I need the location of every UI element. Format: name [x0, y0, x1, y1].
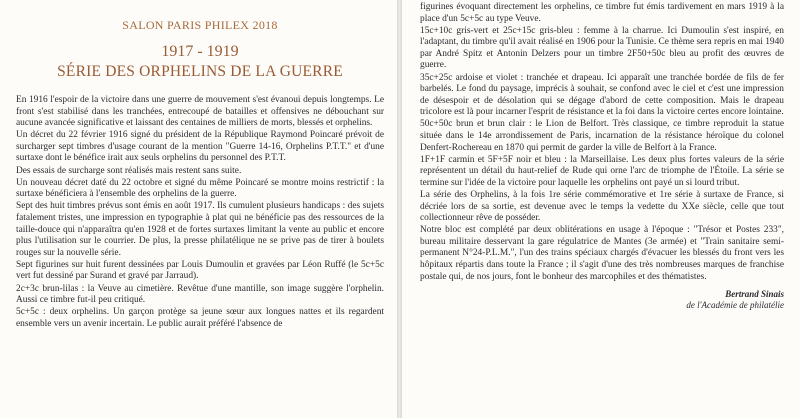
paragraph: La série des Orphelins, à la fois 1re série commémorative et 1re série à surtaxe de France, si décriée lors de sa sortie, est devenue avec le temps la vedette du XXe siècle, celle que tout collectionneur rêve de posséder.	[420, 190, 784, 224]
paragraph: Sept figurines sur huit furent dessinées par Louis Dumoulin et gravées par Léon Ruffé (le 5c+5c vert fut dessiné par Surand et gravé par Jarraud).	[16, 259, 384, 282]
paragraph: En 1916 l'espoir de la victoire dans une guerre de mouvement s'est évanoui depuis longtemps. Le front s'est stabilisé dans les tranchées, entrecoupé de batailles et offensives ne débouchant sur aucune avancée significative et laissant des centaines de milliers de morts, blessés et orphelins.	[16, 95, 384, 129]
right-page	[402, 0, 800, 418]
paragraph: Sept des huit timbres prévus sont émis en août 1917. Ils cumulent plusieurs handicaps : des sujets fatalement tristes, une impression en typographie à plat qui ne bénéficie pas des ressources de la taille-douce qui n'apparaîtra qu'en 1928 et de fortes surtaxes limitant la vente au public et encore plus l'utilisation sur le courrier. De plus, la presse philatélique ne se prive pas de tirer à boulets rouges sur la nouvelle série.	[16, 201, 384, 258]
signature-name: Bertrand Sinais	[725, 289, 784, 300]
years-heading: 1917 - 1919	[161, 43, 239, 60]
paragraph: Un nouveau décret daté du 22 octobre et signé du même Poincaré se montre moins restrictif : la surtaxe bénéficiera à l'ensemble des orphelins de la guerre.	[16, 177, 384, 200]
salon-title: SALON PARIS PHILEX 2018	[122, 18, 278, 32]
paragraph: 35c+25c ardoise et violet : tranchée et drapeau. Ici apparaît une tranchée bordée de fils de fer barbelés. Le fond du paysage, imprécis à souhait, se confond avec le ciel et c'est une impression de désespoir et de désolation qui se dégage d'abord de cette composition. Mais le drapeau tricolore est là pour incarner l'esprit de résistance et la foi dans la victoire certes encore lointaine.	[420, 72, 784, 118]
paragraph: 5c+5c : deux orphelins. Un garçon protège sa jeune sœur aux longues nattes et ils regardent ensemble vers un avenir incertain. Le public aurait préféré l'absence de	[16, 307, 384, 329]
signature	[420, 289, 784, 311]
paragraph: Des essais de surcharge sont réalisés mais restent sans suite.	[16, 165, 242, 176]
paragraph: Notre bloc est complété par deux oblitérations en usage à l'époque : "Trésor et Postes 233", bureau militaire desservant la gare régulatrice de Mantes (3e armée) et "Train sanitaire semi-permanent N°24-P.L.M.", l'un des trains spéciaux chargés d'évacuer les blessés du front vers les hôpitaux répartis dans toute la France ; il s'agit d'une des très nombreuses marques de franchise postale qui, de nos jours, font le bonheur des marcophiles et des thématistes.	[420, 225, 784, 282]
series-title: SÉRIE DES ORPHELINS DE LA GUERRE	[57, 63, 343, 80]
paragraph: 1F+1F carmin et 5F+5F noir et bleu : la Marseillaise. Les deux plus fortes valeurs de la série représentent un détail du haut-relief de Rude qui orne l'arc de triomphe de l'Étoile. La série se termine sur l'idée de la victoire pour laquelle les orphelins ont payé un si lourd tribut.	[420, 154, 784, 188]
paragraph: figurines évoquant directement les orphelins, ce timbre fut émis tardivement en mars 1919 à la place d'un 5c+5c au type Veuve.	[420, 2, 784, 24]
paragraph: 2c+3c brun-lilas : la Veuve au cimetière. Revêtue d'une mantille, son image suggère l'orphelin. Aussi ce timbre fut-il peu critiqué.	[16, 283, 384, 306]
paragraph: 50c+50c brun et brun clair : le Lion de Belfort. Très classique, ce timbre reproduit la statue située dans le 14e arrondissement de Paris, incarnation de la résistance héroïque du colonel Denfert-Rochereau en 1870 qui permit de garder la ville de Belfort à la France.	[420, 119, 784, 153]
paragraph: Un décret du 22 février 1916 signé du président de la République Raymond Poincaré prévoit de surcharger sept timbres d'usage courant de la mention "Guerre 14-16, Orphelins P.T.T." et d'une surtaxe dont le bénéfice irait aux seuls orphelins du personnel des P.T.T.	[16, 130, 384, 164]
left-page	[0, 0, 398, 418]
signature-affiliation: de l'Académie de philatélie	[686, 300, 784, 311]
paragraph: 15c+10c gris-vert et 25c+15c gris-bleu : femme à la charrue. Ici Dumoulin s'est inspiré, en l'adaptant, du timbre qu'il avait réalisé en 1906 pour la Tunisie. Ce thème sera repris en mai 1940 par André Spitz et Antonin Delzers pour un timbre 2F50+50c bleu au profit des œuvres de guerre.	[420, 25, 784, 71]
